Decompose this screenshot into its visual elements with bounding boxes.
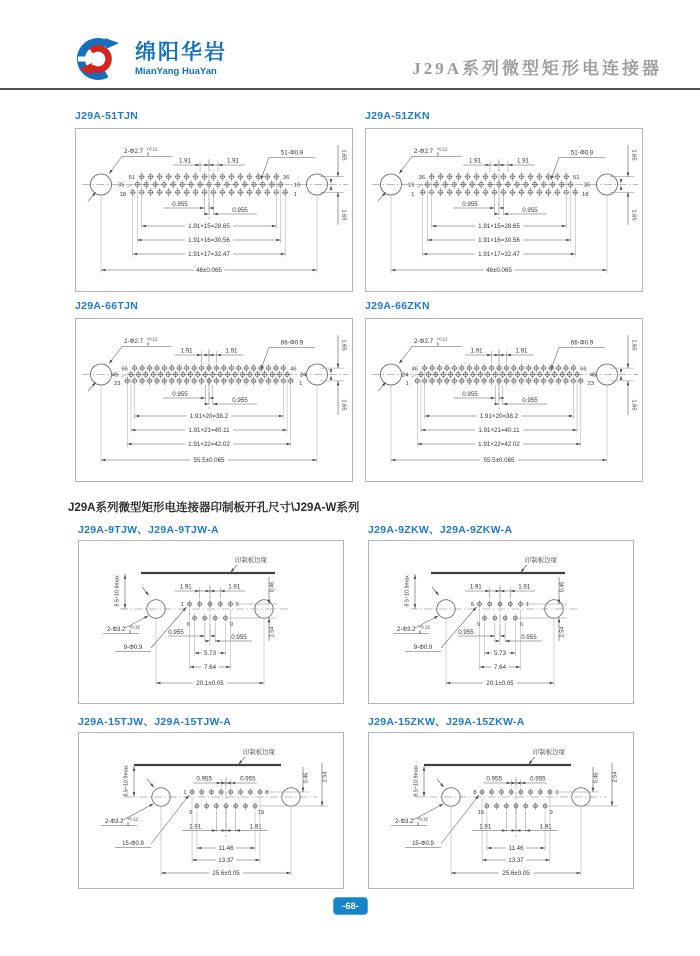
technical-drawing: [369, 733, 633, 888]
dim-label: 1.91×17=32.47: [188, 251, 230, 258]
dim-label: 1.91×16=30.56: [188, 237, 230, 244]
dim-label: 25.6±0.05: [502, 870, 530, 877]
dim-label: 0.955: [240, 775, 256, 783]
dim-label: 0.955: [172, 391, 188, 398]
section-heading: J29A系列微型矩形电连接器印制板开孔尺寸\J29A-W系列: [68, 502, 360, 514]
panel-box: [365, 128, 643, 292]
technical-drawing: [76, 129, 352, 291]
dim-label: 0.955: [522, 397, 538, 404]
dim-label: 9: [549, 810, 553, 816]
dim-label: 1.91: [228, 583, 241, 591]
dim-label: 18: [119, 192, 126, 199]
dim-label: 1.91×17=32.47: [478, 251, 520, 258]
dim-label: 0.955: [462, 201, 478, 208]
panel-box: [368, 540, 634, 704]
dim-label: 印制板边缘: [235, 557, 267, 564]
technical-drawing: [366, 319, 642, 481]
dim-label: 2.54: [269, 626, 276, 638]
dim-label: 1.65: [630, 399, 637, 411]
drawing-geometry: [391, 747, 619, 878]
panel-box: [368, 732, 634, 889]
panel-box: [78, 732, 344, 889]
dim-label: 1: [293, 192, 297, 199]
dim-label: 15-Φ0.9: [412, 841, 434, 847]
dim-label: 1.91: [179, 583, 192, 591]
dim-label: 18: [582, 192, 589, 199]
dim-label: 9: [189, 810, 193, 816]
dim-label: 2.54: [322, 771, 329, 783]
dim-label: 1.91: [539, 823, 552, 831]
dim-label: 0: [146, 151, 149, 157]
dim-label: 1.91: [226, 157, 239, 165]
panel-box: [365, 318, 643, 482]
dim-label: 5.73: [493, 650, 507, 657]
dim-label: 23: [587, 380, 594, 387]
page-number-badge: -68-: [333, 897, 368, 915]
panel-title: J29A-15ZKW、J29A-15ZKW-A: [368, 716, 525, 728]
dim-label: 1.65: [630, 339, 637, 351]
dim-label: 5: [470, 602, 475, 608]
dim-label: 1: [525, 602, 530, 608]
dim-label: 1.65: [630, 149, 637, 161]
dim-label: 2-Φ2.7: [414, 338, 434, 345]
dim-label: 8.5~10.9max: [123, 765, 130, 797]
dim-label: 51-Φ0.9: [570, 149, 594, 157]
dim-label: 23: [114, 380, 121, 387]
dim-label: 51-Φ0.9: [280, 149, 304, 157]
dim-label: 8: [265, 790, 269, 796]
panel-box: [78, 540, 344, 704]
dim-label: +0.12: [418, 624, 430, 630]
dim-label: 66-Φ0.9: [570, 339, 594, 347]
dim-label: 1.91×15=28.65: [478, 223, 520, 230]
dim-label: 1.91×16=30.56: [478, 237, 520, 244]
dim-label: 1: [405, 380, 409, 387]
dim-label: 15-Φ0.9: [122, 841, 144, 847]
dim-label: 66-Φ0.9: [280, 339, 304, 347]
panel-j29a-9tjw-j29a-9tjw-a: [78, 522, 344, 704]
dim-label: 2.54: [612, 771, 619, 783]
dim-label: 1.91: [180, 347, 193, 355]
panel-title: J29A-51ZKN: [365, 110, 430, 122]
dim-label: 0.46: [559, 581, 566, 593]
dim-label: 印制板边缘: [533, 749, 565, 756]
dim-label: 0: [416, 821, 420, 827]
dim-label: 0.955: [462, 391, 478, 398]
dim-label: 51: [573, 174, 580, 181]
dim-label: 25.6±0.05: [212, 870, 240, 877]
dim-label: 0: [436, 151, 439, 157]
panel-j29a-51zkn: [365, 110, 643, 292]
page-header: [0, 0, 700, 92]
dim-label: 1: [555, 790, 559, 796]
dim-label: 1.91: [515, 347, 528, 355]
dim-label: 0: [418, 629, 422, 635]
dim-label: 1.91×20=38.2: [189, 413, 229, 420]
dim-label: 35: [583, 182, 590, 189]
dim-label: 0: [146, 341, 149, 347]
technical-drawing: [79, 733, 343, 888]
brand-name-en: MianYang HuaYan: [135, 65, 217, 77]
dim-label: 19: [408, 182, 415, 189]
dim-label: 1.91: [518, 583, 531, 591]
dim-label: 8: [473, 790, 477, 796]
panel-j29a-15tjw-j29a-15tjw-a: [78, 714, 344, 889]
technical-drawing: [369, 541, 633, 703]
dim-label: 55.5±0.065: [193, 457, 225, 464]
panel-box: [75, 128, 353, 292]
dim-label: 1.91×15=28.65: [188, 223, 230, 230]
dim-label: 24: [401, 372, 409, 379]
dim-label: 1.91: [225, 347, 238, 355]
dim-label: 46±0.065: [486, 267, 512, 274]
dim-label: 46: [290, 366, 297, 373]
dim-label: 66: [121, 366, 128, 373]
dim-label: 20.1±0.05: [196, 680, 224, 687]
dim-label: 15: [477, 810, 485, 816]
dim-label: 5.73: [203, 650, 217, 657]
dim-label: 1.65: [340, 209, 347, 221]
drawing-geometry: [393, 555, 580, 688]
dim-label: +0.12: [436, 336, 448, 342]
dim-label: 35: [118, 182, 125, 189]
dim-label: 0.955: [232, 397, 248, 404]
dim-label: 1.91: [179, 157, 192, 165]
dim-label: 0.955: [172, 201, 188, 208]
dim-label: 9-Φ0.9: [413, 645, 433, 651]
dim-label: 1.91×21=40.11: [478, 427, 520, 434]
logo-mark: [72, 36, 128, 82]
dim-label: 9-Φ0.9: [123, 645, 143, 651]
drawing-geometry: [372, 335, 638, 465]
dim-label: 46: [411, 366, 418, 373]
dim-label: 1.65: [630, 209, 637, 221]
dim-label: +0.12: [416, 816, 428, 822]
dim-label: 9: [229, 622, 234, 628]
dim-label: 1: [411, 192, 415, 199]
brand-name-cn: 绵阳华岩: [135, 41, 227, 65]
dim-label: +0.12: [126, 816, 138, 822]
panel-title: J29A-66ZKN: [365, 300, 430, 312]
drawing-geometry: [372, 145, 638, 275]
dim-label: 9: [476, 622, 481, 628]
dim-label: 0.955: [530, 775, 546, 783]
panel-j29a-51tjn: [75, 110, 353, 292]
dim-label: 13.37: [218, 857, 234, 864]
dim-label: 1: [299, 380, 303, 387]
panel-title: J29A-9ZKW、J29A-9ZKW-A: [368, 524, 513, 536]
dim-label: 8.5~10.9max: [404, 575, 411, 607]
dim-label: 1.91: [516, 157, 529, 165]
dim-label: 36: [283, 174, 290, 181]
dim-label: 0: [128, 629, 132, 635]
dim-label: 6: [519, 622, 524, 628]
dim-label: 1.91×22=42.02: [478, 441, 520, 448]
panel-j29a-9zkw-j29a-9zkw-a: [368, 522, 634, 704]
dim-label: +0.12: [436, 146, 448, 152]
dim-label: 印制板边缘: [525, 557, 557, 564]
dim-label: 45: [111, 372, 119, 379]
dim-label: 5: [235, 602, 240, 608]
dim-label: 66: [580, 366, 587, 373]
dim-label: 1.91: [249, 823, 262, 831]
dim-label: 0.46: [593, 772, 600, 784]
dim-label: 8.5~10.9max: [413, 765, 420, 797]
dim-label: 2-Φ3.2: [107, 627, 126, 633]
technical-drawing: [79, 541, 343, 703]
dim-label: 0.955: [232, 207, 248, 214]
dim-label: 7.64: [493, 664, 507, 671]
dim-label: 2-Φ2.7: [414, 148, 434, 155]
dim-label: 0: [436, 341, 439, 347]
company-logo: [72, 36, 227, 82]
dim-label: 36: [418, 174, 425, 181]
dim-label: 0.46: [303, 772, 310, 784]
dim-label: 1.65: [340, 399, 347, 411]
dim-label: 0: [126, 821, 130, 827]
brand-text: [135, 41, 227, 76]
drawing-geometry: [103, 555, 290, 688]
dim-label: +0.12: [146, 146, 158, 152]
dim-label: 1.91: [479, 823, 492, 831]
dim-label: 2-Φ3.2: [397, 627, 416, 633]
dim-label: 2-Φ2.7: [124, 148, 144, 155]
dim-label: 1.65: [340, 339, 347, 351]
dim-label: 2-Φ3.2: [395, 819, 414, 825]
dim-label: 1.91: [469, 583, 482, 591]
dim-label: 24: [299, 372, 307, 379]
panel-title: J29A-9TJW、J29A-9TJW-A: [78, 524, 219, 536]
dim-label: 1: [180, 602, 185, 608]
dim-label: 1.91: [469, 157, 482, 165]
dim-label: 2-Φ2.7: [124, 338, 144, 345]
panel-j29a-66tjn: [75, 300, 353, 482]
dim-label: 0.46: [269, 581, 276, 593]
dim-label: 51: [128, 174, 135, 181]
header-rule: [0, 88, 700, 90]
panel-title: J29A-51TJN: [75, 110, 139, 122]
dim-label: 55.5±0.065: [483, 457, 515, 464]
dim-label: 13.37: [508, 857, 524, 864]
technical-drawing: [366, 129, 642, 291]
panel-box: [75, 318, 353, 482]
dim-label: 11.46: [508, 845, 524, 852]
dim-label: 1.91×21=40.11: [188, 427, 230, 434]
technical-drawing: [76, 319, 352, 481]
dim-label: 0.955: [196, 775, 212, 783]
panel-title: J29A-15TJW、J29A-15TJW-A: [78, 716, 232, 728]
dim-label: 2.54: [559, 626, 566, 638]
dim-label: 1.91×20=38.2: [479, 413, 519, 420]
panel-j29a-15zkw-j29a-15zkw-a: [368, 714, 634, 889]
drawing-geometry: [101, 747, 329, 878]
dim-label: 印制板边缘: [243, 749, 275, 756]
dim-label: 0.955: [231, 634, 247, 641]
dim-label: 45: [589, 372, 597, 379]
dim-label: 2-Φ3.2: [105, 819, 124, 825]
dim-label: 1.65: [340, 149, 347, 161]
dim-label: 0.955: [168, 629, 184, 636]
dim-label: 0.955: [486, 775, 502, 783]
dim-label: 1.91×22=42.02: [188, 441, 230, 448]
dim-label: 15: [257, 810, 265, 816]
dim-label: 7.64: [203, 664, 217, 671]
dim-label: 0.955: [522, 207, 538, 214]
panel-title: J29A-66TJN: [75, 300, 139, 312]
page-title: J29A系列微型矩形电连接器: [412, 59, 662, 78]
dim-label: 1: [183, 790, 187, 796]
dim-label: 8.5~10.9max: [114, 575, 121, 607]
dim-label: 1.91: [189, 823, 202, 831]
drawing-geometry: [82, 145, 348, 275]
dim-label: 11.46: [218, 845, 234, 852]
dim-label: 0.955: [458, 629, 474, 636]
panel-j29a-66zkn: [365, 300, 643, 482]
dim-label: +0.12: [128, 624, 140, 630]
dim-label: 46±0.065: [196, 267, 222, 274]
dim-label: 20.1±0.05: [486, 680, 514, 687]
dim-label: 19: [293, 182, 300, 189]
dim-label: +0.12: [146, 336, 158, 342]
dim-label: 0.955: [521, 634, 537, 641]
dim-label: 1.91: [470, 347, 483, 355]
dim-label: 6: [186, 622, 191, 628]
drawing-geometry: [82, 335, 348, 465]
